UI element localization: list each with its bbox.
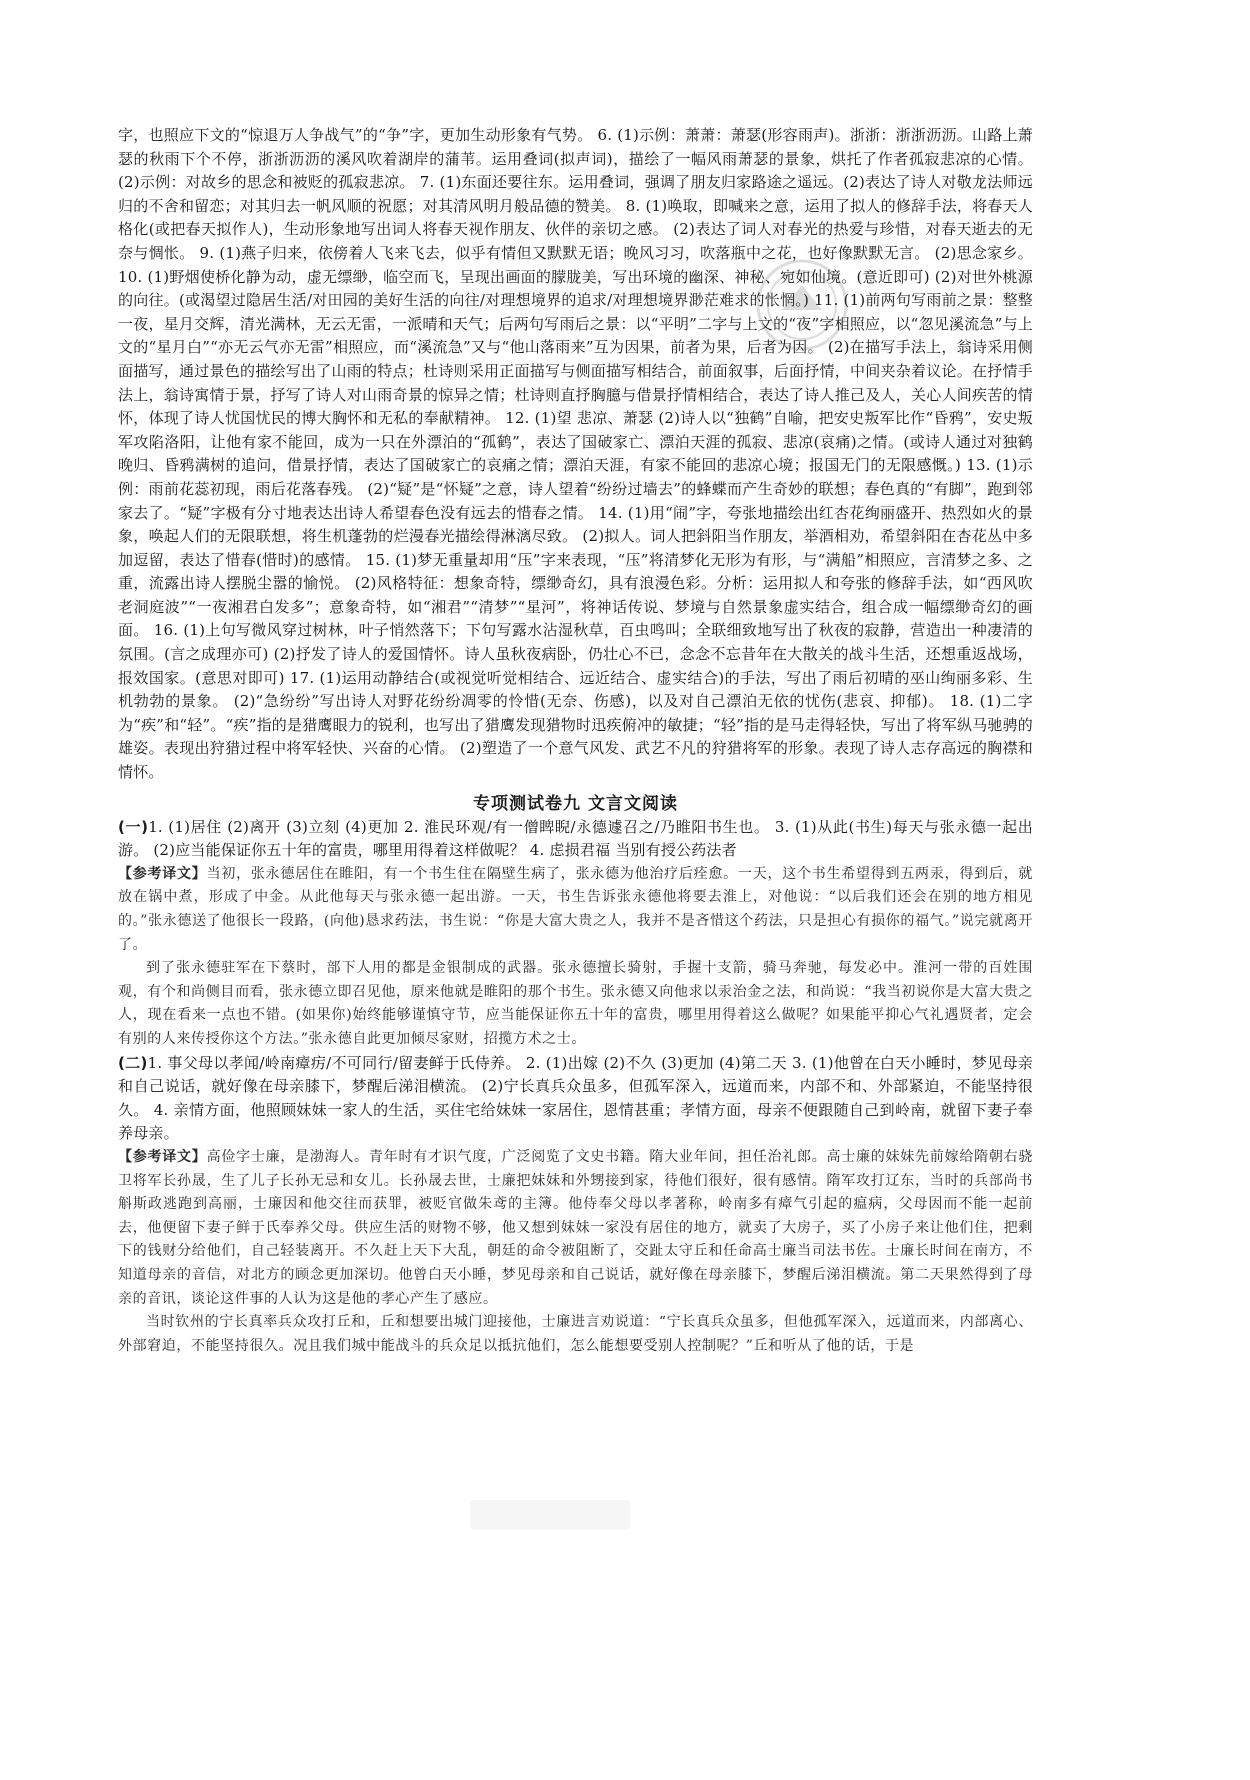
answer-item-9: 9. (1)燕子归来，依傍着人飞来飞去，似乎有情但又默默无语；晚风习习，吹落瓶中之花，也好像默默无言。 (2)思念家乡。 [194, 243, 1033, 262]
faded-footer-watermark [470, 1500, 630, 1530]
part-two-answers [118, 1052, 1033, 1146]
part-one-translation [118, 863, 1033, 957]
answer-item-12: 12. (1)望 悲凉、萧瑟 (2)诗人以“独鹤”自喻，把安史叛军比作“昏鸦”，安史叛军攻陷洛阳，让他有家不能回，成为一只在外漂泊的“孤鹤”，表达了国破家亡、漂泊天涯的孤寂、悲凉(哀痛)之情。(或诗人通过对独鹤晚归、昏鸦满树的追问，借景抒情，表达了国破家亡的哀痛之情；漂泊天涯，有家不能回的悲凉心境；报国无门的无限感慨。) [118, 409, 1033, 475]
part-one-answers [118, 816, 1033, 863]
translation-tag: 【参考译文】 [118, 865, 207, 882]
part-two-answer-text: 1. 事父母以孝闻/岭南瘴疠/不可同行/留妻鲜于氏侍养。 2. (1)出嫁 (2)不久 (3)更加 (4)第二天 3. (1)他曾在白天小睡时，梦见母亲和自己说话，就好像在母亲膝下，梦醒后涕泪横流。 (2)宁长真兵众虽多，但孤军深入，远道而来，内部不和、外部紧迫，不能坚持很久。 4. 亲情方面，他照顾妹妹一家人的生活，买住宅给妹妹一家居住，恩情甚重；孝情方面，母亲不便跟随自己到岭南，就留下妻子奉养母亲。 [118, 1053, 1033, 1143]
part-two-translation [118, 1146, 1033, 1311]
answer-continuation: 字，也照应下文的“惊退万人争战气”的“争”字，更加生动形象有气势。 [118, 126, 593, 144]
answer-item-10: 10. (1)野烟使桥化静为动，虚无缥缈，临空而飞，呈现出画面的朦胧美，写出环境的幽深、神秘、宛如仙境。(意近即可) (2)对世外桃源的向往。(或渴望过隐居生活/对田园的美好生活的向往/对理想境界的追求/对理想境界渺茫难求的怅惘。) [118, 267, 1033, 310]
answer-item-8: 8. (1)唤取，即喊来之意，运用了拟人的修辞手法，将春天人格化(或把春天拟作人)，生动形象地写出词人将春天视作朋友、伙伴的亲切之感。 (2)表达了词人对春光的热爱与珍惜，对春天逝去的无奈与惆怅。 [118, 196, 1033, 262]
watermark-stamp-icon [752, 255, 852, 355]
answer-item-6: 6. (1)示例：萧萧：萧瑟(形容雨声)。浙浙：浙浙沥沥。山路上萧瑟的秋雨下个不停，浙浙沥沥的溪风吹着湖岸的蒲苇。运用叠词(拟声词)，描绘了一幅风雨萧瑟的景象，烘托了作者孤寂悲凉的心情。 (2)示例：对故乡的思念和被贬的孤寂悲凉。 [118, 126, 1033, 192]
answer-item-7: 7. (1)东面还要往东。运用叠词，强调了朋友归家路途之遥远。(2)表达了诗人对敬龙法师远归的不舍和留恋；对其归去一帆风顺的祝愿；对其清风明月般品德的赞美。 [118, 173, 1034, 215]
section-title: 专项测试卷九 文言文阅读 [473, 793, 678, 814]
answer-item-15: 15. (1)梦无重量却用“压”字来表现，“压”将清梦化无形为有形，与“满船”相照应，言清梦之多、之重，流露出诗人摆脱尘嚣的愉悦。 (2)风格特征：想象奇特，缥缈奇幻，具有浪漫色彩。分析：运用拟人和夸张的修辞手法，如“西风吹老洞庭波”“一夜湘君白发多”；意象奇特，如“湘君”“清梦”“星河”，将神话传说、梦境与自然景象虚实结合，组合成一幅缥缈奇幻的画面。 [118, 550, 1034, 640]
part-one-translation-2: 到了张永德驻军在下蔡时，部下人用的都是金银制成的武器。张永德擅长骑射，手握十支箭，骑马奔驰，每发必中。淮河一带的百姓围观，有个和尚侧目而看，张永德立即召见他，原来他就是睢阳的那个书生。张永德又向他求以汞治金之法，和尚说：“我当初说你是大富大贵之人，现在看来一点也不错。(如果你)始终能够谨慎守节，应当能保证你五十年的富贵，哪里用得着这么做呢？如果能平抑心气礼遇贤者，定会有别的人来传授你这个方法。”张永德自此更加倾尽家财，招揽方术之士。 [118, 960, 1033, 1047]
answers-block-poetry [118, 124, 1033, 785]
answer-item-16: 16. (1)上句写微风穿过树林，叶子悄然落下；下句写露水沾湿秋草，百虫鸣叫；全联细致地写出了秋夜的寂静，营造出一种凄清的氛围。(言之成理亦可) (2)抒发了诗人的爱国情怀。诗人虽秋夜病卧，仍壮心不已，念念不忘昔年在大散关的战斗生活，还想重返战场，报效国家。(意思对即可) [118, 621, 1034, 687]
answer-item-18: 18. (1)二字为“疾”和“轻”。“疾”指的是猎鹰眼力的锐利，也写出了猎鹰发现猎物时迅疾俯冲的敏捷；“轻”指的是马走得轻快，写出了将军纵马驰骋的雄姿。表现出狩猎过程中将军轻快、兴奋的心情。 (2)塑造了一个意气风发、武艺不凡的狩猎将军的形象。表现了诗人志存高远的胸襟和情怀。 [118, 692, 1033, 782]
part-one-answer-text: 1. (1)居住 (2)离开 (3)立刻 (4)更加 2. 淮民环观/有一僧睥睨/永德遽召之/乃睢阳书生也。 3. (1)从此(书生)每天与张永德一起出游。 (2)应当能保证你五十年的富贵，哪里用得着这样做呢？ 4. 虑损君福 当别有授公药法者 [118, 817, 1034, 860]
translation-text: 高俭字士廉，是渤海人。青年时有才识气度，广泛阅览了文史书籍。隋大业年间，担任治礼郎。高士廉的妹妹先前嫁给隋朝右骁卫将军长孙晟，生了儿子长孙无忌和女儿。长孙晟去世，士廉把妹妹和外甥接到家，待他们很好，很有感情。隋军攻打辽东，当时的兵部尚书斛斯政逃跑到高丽，士廉因和他交往而获罪，被贬官做朱鸢的主簿。他侍奉父母以孝著称，岭南多有瘴气引起的瘟病，父母因而不能一起前去，他便留下妻子鲜于氏奉养父母。供应生活的财物不够，他又想到妹妹一家没有居住的地方，就卖了大房子，买了小房子来让他们住，把剩下的钱财分给他们，自己轻装离开。不久赶上天下大乱，朝廷的命令被阻断了，交趾太守丘和任命高士廉当司法书佐。士廉长时间在南方，不知道母亲的音信，对北方的顾念更加深切。他曾白天小睡，梦见母亲和自己说话，就好像在母亲膝下，梦醒后涕泪横流。第二天果然得到了母亲的音讯，谈论这件事的人认为这是他的孝心产生了感应。 [118, 1148, 1033, 1307]
answer-item-11: 11. (1)前两句写雨前之景：整整一夜，星月交辉，清光满林，无云无雷，一派晴和天气；后两句写雨后之景：以“平明”二字与上文的“夜”字相照应，以“忽见溪流急”与上文的“星月白”“亦无云气亦无雷”相照应，而“溪流急”又与“他山落雨来”互为因果，前者为果，后者为因。 (2)在描写手法上，翁诗采用侧面描写，通过景色的描绘写出了山雨的特点；杜诗则采用正面描写与侧面描写相结合，前面叙事，后面抒情，中间夹杂着议论。在抒情手法上，翁诗寓情于景，抒写了诗人对山雨奇景的惊异之情；杜诗则直抒胸臆与借景抒情相结合，表达了诗人推己及人，关心人间疾苦的情怀，体现了诗人忧国忧民的博大胸怀和无私的奉献精神。 [118, 291, 1033, 428]
translation-tag: 【参考译文】 [118, 1148, 207, 1165]
part-one-label: (一) [118, 817, 149, 836]
part-two-translation-2: 当时钦州的宁长真率兵众攻打丘和，丘和想要出城门迎接他，士廉进言劝说道：“宁长真兵众虽多，但他孤军深入，远道而来，内部离心、外部窘迫，不能坚持很久。况且我们城中能战斗的兵众足以抵抗他们，怎么能想要受别人控制呢？”丘和听从了他的话，于是 [118, 1314, 1033, 1354]
answer-page [118, 124, 1033, 1358]
translation-text: 当初，张永德居住在睢阳，有一个书生住在隔壁生病了，张永德为他治疗后痊愈。一天，这个书生希望得到五两汞，得到后，就放在锅中煮，形成了中金。从此他每天与张永德一起出游。一天，书生告诉张永德他将要去淮上，对他说：“以后我们还会在别的地方相见的。”张永德送了他很长一段路，(向他)恳求药法，书生说：“你是大富大贵之人，我并不是吝惜这个药法，只是担心有损你的福气。”说完就离开了。 [118, 865, 1033, 953]
answer-item-13: 13. (1)示例：雨前花蕊初现，雨后花落春残。 (2)“疑”是“怀疑”之意，诗人望着“纷纷过墙去”的蜂蝶而产生奇妙的联想；春色真的“有脚”，跑到邻家去了。“疑”字极有分寸地表达出诗人希望春色没有远去的惜春之情。 [118, 456, 1033, 522]
answer-item-17: 17. (1)运用动静结合(或视觉听觉相结合、远近结合、虚实结合)的手法，写出了雨后初晴的巫山绚丽多彩、生机勃勃的景象。 (2)“急纷纷”写出诗人对野花纷纷凋零的怜惜(无奈、伤感)，以及对自己漂泊无依的忧伤(悲哀、抑郁)。 [118, 668, 1033, 711]
part-two-label: (二) [118, 1053, 148, 1072]
answer-item-14: 14. (1)用“闹”字，夸张地描绘出红杏花绚丽盛开、热烈如火的景象，唤起人们的无限联想，将生机蓬勃的烂漫春光描绘得淋漓尽致。 (2)拟人。词人把斜阳当作朋友，举酒相劝，希望斜阳在杏花丛中多加逗留，表达了惜春(惜时)的感情。 [118, 503, 1034, 569]
